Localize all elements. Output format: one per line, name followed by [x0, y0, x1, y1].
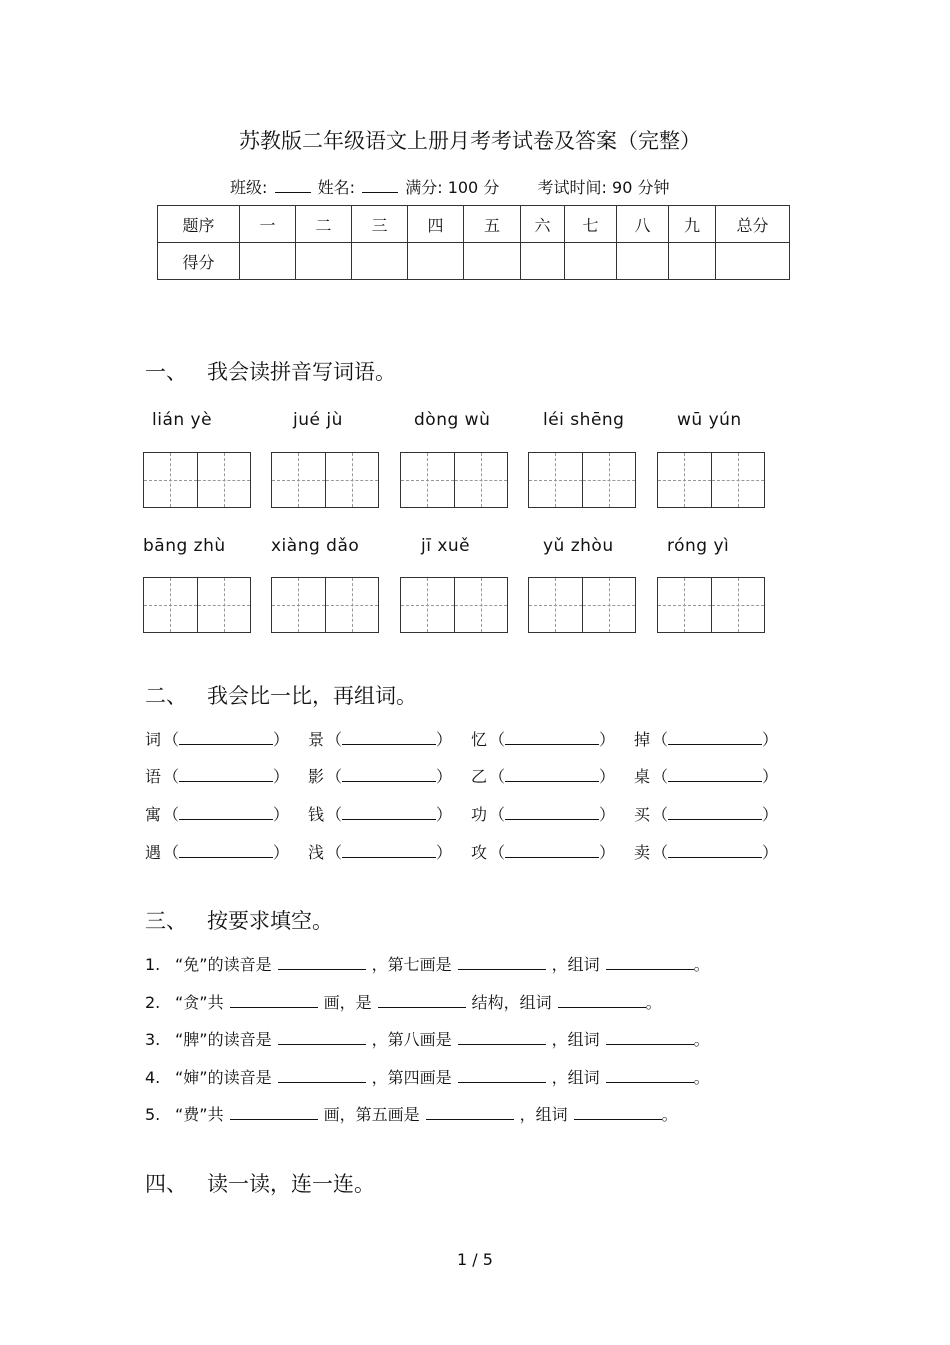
item-text: 画，是 — [323, 993, 372, 1012]
item-text: 。 — [693, 955, 710, 974]
compare-char: 功 — [471, 805, 488, 824]
answer-blank[interactable] — [278, 1030, 366, 1045]
close-paren: ） — [436, 730, 453, 749]
word-group-item — [145, 727, 289, 750]
score-table-row — [158, 243, 790, 280]
word-group-item — [145, 802, 289, 825]
score-cell[interactable] — [240, 243, 296, 280]
answer-blank[interactable] — [574, 1105, 662, 1120]
writing-grid[interactable] — [528, 577, 636, 633]
compare-char: 忆 — [471, 730, 488, 749]
word-group-item — [308, 802, 452, 825]
item-text: 。 — [693, 1030, 710, 1049]
score-table — [157, 205, 790, 280]
score-table-header — [158, 206, 790, 243]
class-blank[interactable] — [275, 178, 311, 193]
compare-char: 买 — [634, 805, 651, 824]
compare-char: 词 — [145, 730, 162, 749]
item-text: ，组词 — [519, 1105, 568, 1124]
word-group-item — [634, 840, 778, 863]
word-blank[interactable] — [342, 843, 436, 858]
score-cell[interactable] — [669, 243, 716, 280]
word-group-item — [471, 764, 615, 787]
word-group-item — [145, 840, 289, 863]
word-group-item — [471, 840, 615, 863]
class-label: 班级: — [230, 178, 268, 197]
close-paren: ） — [273, 843, 290, 862]
word-group-item — [308, 727, 452, 750]
open-paren: （ — [163, 843, 180, 862]
open-paren: （ — [163, 805, 180, 824]
score-cell[interactable] — [521, 243, 565, 280]
item-number: 2. — [145, 993, 161, 1012]
answer-blank[interactable] — [606, 1068, 694, 1083]
close-paren: ） — [762, 730, 779, 749]
writing-grid[interactable] — [657, 452, 765, 508]
answer-blank[interactable] — [606, 1030, 694, 1045]
writing-grid[interactable] — [528, 452, 636, 508]
word-blank[interactable] — [342, 805, 436, 820]
name-blank[interactable] — [362, 178, 398, 193]
word-group-item — [634, 802, 778, 825]
exam-time-value: 90 分钟 — [612, 178, 670, 197]
score-cell[interactable] — [716, 243, 790, 280]
open-paren: （ — [489, 767, 506, 786]
word-blank[interactable] — [505, 843, 599, 858]
row-label: 得分 — [158, 243, 240, 280]
writing-grid[interactable] — [657, 577, 765, 633]
open-paren: （ — [326, 843, 343, 862]
open-paren: （ — [652, 767, 669, 786]
header-cell: 九 — [669, 206, 716, 243]
close-paren: ） — [762, 767, 779, 786]
word-blank[interactable] — [668, 767, 762, 782]
word-blank[interactable] — [505, 767, 599, 782]
section-2-heading — [145, 680, 417, 710]
header-cell: 五 — [464, 206, 521, 243]
section-2-number: 二、 — [145, 684, 187, 708]
pinyin-8: jī xuě — [421, 536, 471, 556]
compare-char: 遇 — [145, 843, 162, 862]
item-text: ，第四画是 — [371, 1068, 452, 1087]
writing-grid[interactable] — [143, 452, 251, 508]
section-1-title: 我会读拼音写词语。 — [207, 360, 396, 384]
score-cell[interactable] — [617, 243, 669, 280]
compare-char: 乙 — [471, 767, 488, 786]
word-blank[interactable] — [505, 730, 599, 745]
header-cell: 题序 — [158, 206, 240, 243]
compare-char: 寓 — [145, 805, 162, 824]
section-4-heading — [145, 1168, 375, 1198]
word-group-item — [634, 727, 778, 750]
open-paren: （ — [163, 730, 180, 749]
compare-char: 影 — [308, 767, 325, 786]
item-text: ，第八画是 — [371, 1030, 452, 1049]
pinyin-9: yǔ zhòu — [543, 536, 614, 556]
page-title: 苏教版二年级语文上册月考考试卷及答案（完整） — [239, 129, 701, 153]
open-paren: （ — [489, 805, 506, 824]
header-cell: 一 — [240, 206, 296, 243]
word-blank[interactable] — [342, 767, 436, 782]
item-text: ，组词 — [551, 1068, 600, 1087]
answer-blank[interactable] — [426, 1105, 514, 1120]
close-paren: ） — [762, 843, 779, 862]
score-cell[interactable] — [464, 243, 521, 280]
close-paren: ） — [599, 767, 616, 786]
header-cell: 六 — [521, 206, 565, 243]
header-cell: 三 — [352, 206, 408, 243]
answer-blank[interactable] — [378, 993, 466, 1008]
close-paren: ） — [273, 767, 290, 786]
word-group-item — [471, 802, 615, 825]
close-paren: ） — [436, 805, 453, 824]
word-group-item — [308, 764, 452, 787]
section-2-title: 我会比一比，再组词。 — [207, 684, 417, 708]
word-blank[interactable] — [505, 805, 599, 820]
word-blank[interactable] — [179, 767, 273, 782]
compare-char: 卖 — [634, 843, 651, 862]
item-text: 结构，组词 — [471, 993, 552, 1012]
fill-item — [145, 1027, 710, 1050]
open-paren: （ — [489, 843, 506, 862]
section-3-number: 三、 — [145, 909, 187, 933]
answer-blank[interactable] — [230, 993, 318, 1008]
header-cell: 八 — [617, 206, 669, 243]
answer-blank[interactable] — [278, 1068, 366, 1083]
score-cell[interactable] — [565, 243, 617, 280]
writing-grid[interactable] — [400, 452, 508, 508]
item-number: 3. — [145, 1030, 161, 1049]
compare-char: 景 — [308, 730, 325, 749]
pinyin-5: wū yún — [677, 410, 742, 430]
close-paren: ） — [273, 730, 290, 749]
exam-time-label: 考试时间: — [537, 178, 607, 197]
item-number: 1. — [145, 955, 161, 974]
section-3-heading — [145, 905, 333, 935]
close-paren: ） — [599, 843, 616, 862]
section-1-heading — [145, 356, 396, 386]
close-paren: ） — [762, 805, 779, 824]
word-blank[interactable] — [179, 730, 273, 745]
pinyin-2: jué jù — [293, 410, 343, 430]
header-cell: 七 — [565, 206, 617, 243]
pinyin-10: róng yì — [667, 536, 730, 556]
score-cell[interactable] — [408, 243, 464, 280]
word-blank[interactable] — [668, 805, 762, 820]
full-score-value: 100 分 — [447, 178, 500, 197]
fill-item — [145, 952, 710, 975]
header-cell: 四 — [408, 206, 464, 243]
header-cell: 总分 — [716, 206, 790, 243]
pinyin-7: xiàng dǎo — [271, 536, 360, 556]
word-group-item — [308, 840, 452, 863]
word-blank[interactable] — [342, 730, 436, 745]
word-blank[interactable] — [668, 730, 762, 745]
open-paren: （ — [652, 730, 669, 749]
open-paren: （ — [326, 767, 343, 786]
writing-grid[interactable] — [400, 577, 508, 633]
item-text: “免”的读音是 — [175, 955, 272, 974]
exam-info — [230, 175, 669, 198]
item-text: 画，第五画是 — [323, 1105, 420, 1124]
item-text: ，组词 — [551, 955, 600, 974]
open-paren: （ — [652, 843, 669, 862]
word-blank[interactable] — [179, 843, 273, 858]
pinyin-3: dòng wù — [414, 410, 491, 430]
full-score-label: 满分: — [405, 178, 443, 197]
item-text: “费”共 — [175, 1105, 224, 1124]
item-text: 。 — [693, 1068, 710, 1087]
answer-blank[interactable] — [458, 955, 546, 970]
writing-grid[interactable] — [143, 577, 251, 633]
close-paren: ） — [273, 805, 290, 824]
pinyin-4: léi shēng — [543, 410, 625, 430]
open-paren: （ — [326, 805, 343, 824]
item-number: 4. — [145, 1068, 161, 1087]
section-1-number: 一、 — [145, 360, 187, 384]
close-paren: ） — [599, 805, 616, 824]
word-blank[interactable] — [668, 843, 762, 858]
compare-char: 钱 — [308, 805, 325, 824]
item-text: 。 — [661, 1105, 678, 1124]
answer-blank[interactable] — [606, 955, 694, 970]
item-text: “脾”的读音是 — [175, 1030, 272, 1049]
word-group-item — [471, 727, 615, 750]
open-paren: （ — [652, 805, 669, 824]
writing-grid[interactable] — [271, 452, 379, 508]
compare-char: 掉 — [634, 730, 651, 749]
name-label: 姓名: — [317, 178, 355, 197]
open-paren: （ — [163, 767, 180, 786]
section-3-title: 按要求填空。 — [207, 909, 333, 933]
header-cell: 二 — [296, 206, 352, 243]
word-group-item — [634, 764, 778, 787]
answer-blank[interactable] — [230, 1105, 318, 1120]
item-text: ，组词 — [551, 1030, 600, 1049]
close-paren: ） — [436, 843, 453, 862]
compare-char: 浅 — [308, 843, 325, 862]
answer-blank[interactable] — [458, 1030, 546, 1045]
pinyin-1: lián yè — [152, 410, 213, 430]
answer-blank[interactable] — [558, 993, 646, 1008]
item-text: ，第七画是 — [371, 955, 452, 974]
answer-blank[interactable] — [458, 1068, 546, 1083]
fill-item — [145, 1065, 710, 1088]
close-paren: ） — [599, 730, 616, 749]
fill-item — [145, 990, 662, 1013]
item-text: “婶”的读音是 — [175, 1068, 272, 1087]
compare-char: 桌 — [634, 767, 651, 786]
score-cell[interactable] — [352, 243, 408, 280]
section-4-title: 读一读，连一连。 — [207, 1172, 375, 1196]
writing-grid[interactable] — [271, 577, 379, 633]
word-group-item — [145, 764, 289, 787]
page-number: 1 / 5 — [457, 1250, 493, 1269]
fill-item — [145, 1102, 678, 1125]
compare-char: 攻 — [471, 843, 488, 862]
item-text: “贪”共 — [175, 993, 224, 1012]
answer-blank[interactable] — [278, 955, 366, 970]
word-blank[interactable] — [179, 805, 273, 820]
close-paren: ） — [436, 767, 453, 786]
compare-char: 语 — [145, 767, 162, 786]
open-paren: （ — [326, 730, 343, 749]
item-text: 。 — [645, 993, 662, 1012]
open-paren: （ — [489, 730, 506, 749]
score-cell[interactable] — [296, 243, 352, 280]
section-4-number: 四、 — [145, 1172, 187, 1196]
item-number: 5. — [145, 1105, 161, 1124]
pinyin-6: bāng zhù — [143, 536, 226, 556]
